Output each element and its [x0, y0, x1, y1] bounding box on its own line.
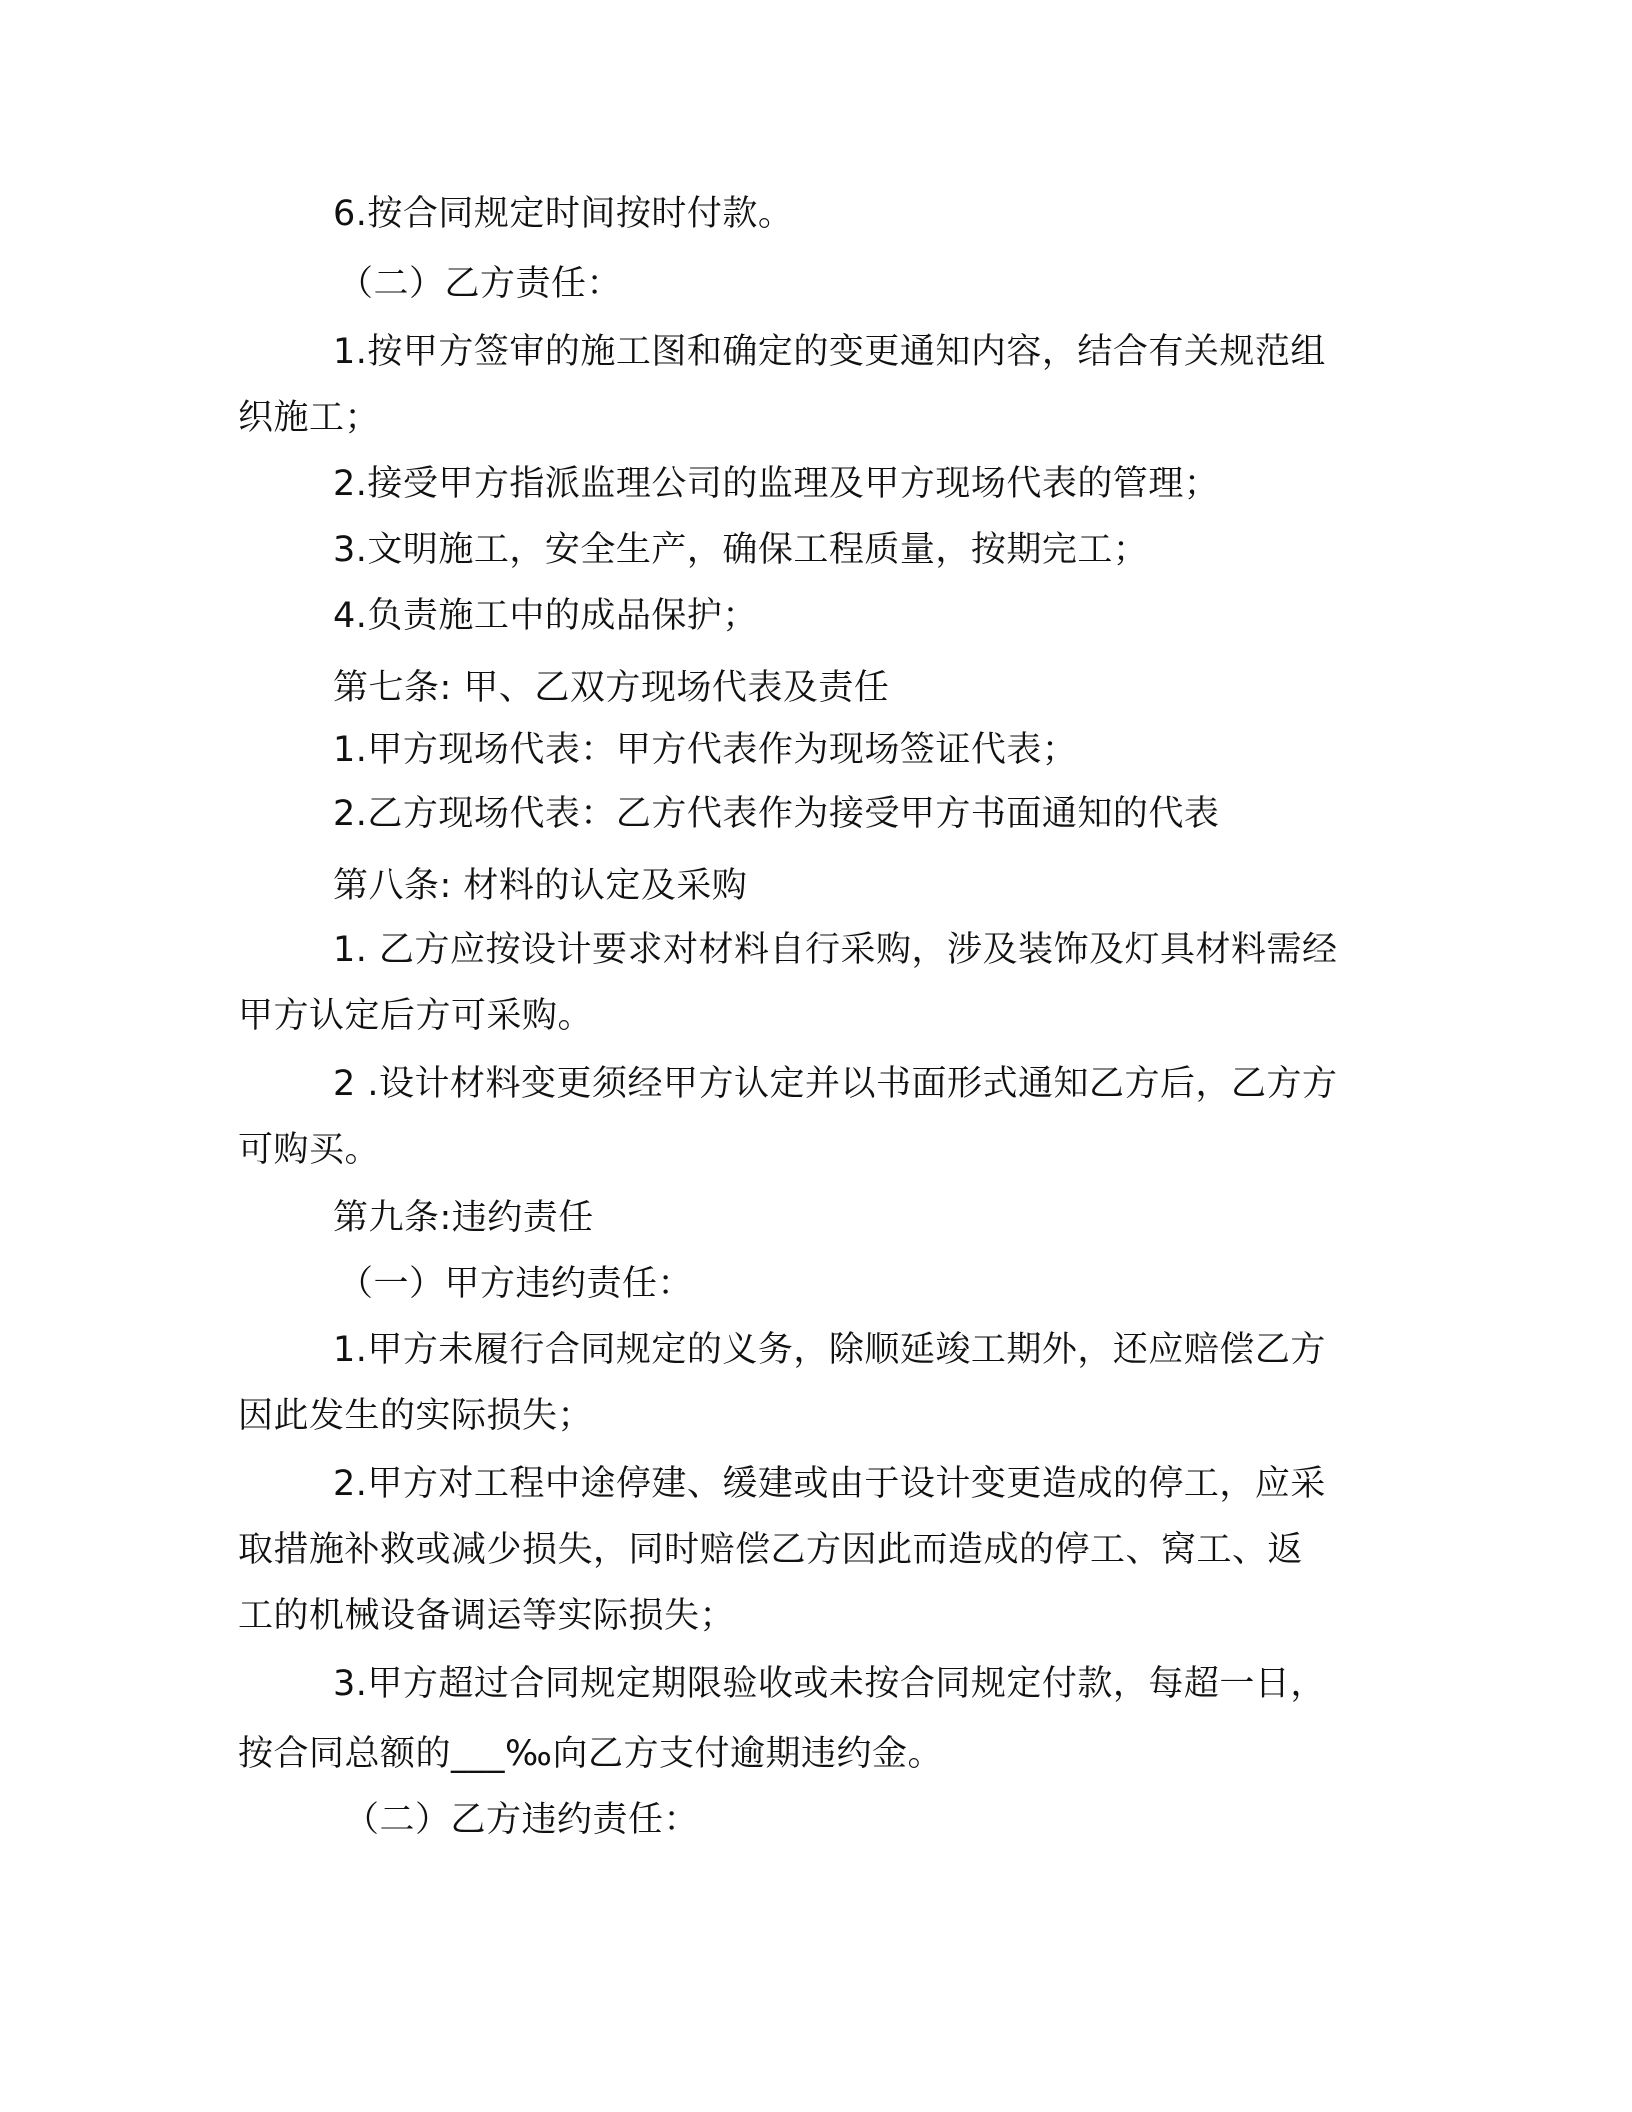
text-line: 2.甲方对工程中途停建、缓建或由于设计变更造成的停工，应采	[333, 1464, 1326, 1504]
article-heading: 第八条: 材料的认定及采购	[333, 866, 748, 906]
text-line: 甲方认定后方可采购。	[238, 996, 594, 1036]
text-line: 2 .设计材料变更须经甲方认定并以书面形式通知乙方后，乙方方	[333, 1064, 1338, 1104]
text-line: 工的机械设备调运等实际损失；	[238, 1596, 736, 1636]
text-line: 可购买。	[238, 1130, 381, 1170]
text-line: 3.文明施工，安全生产，确保工程质量，按期完工；	[333, 530, 1149, 570]
article-heading: 第九条:违约责任	[333, 1198, 594, 1238]
text-line: 织施工；	[238, 398, 381, 438]
text-line: （二）乙方违约责任：	[344, 1800, 700, 1840]
text-line: 取措施补救或减少损失，同时赔偿乙方因此而造成的停工、窝工、返	[238, 1530, 1304, 1570]
text-line: 1.按甲方签审的施工图和确定的变更通知内容，结合有关规范组	[333, 332, 1326, 372]
text-line: 因此发生的实际损失；	[238, 1396, 594, 1436]
text-line: 3.甲方超过合同规定期限验收或未按合同规定付款，每超一日，	[333, 1664, 1326, 1704]
text-line: 2.乙方现场代表：乙方代表作为接受甲方书面通知的代表	[333, 794, 1220, 834]
text-line: 按合同总额的___‰向乙方支付逾期违约金。	[238, 1734, 943, 1774]
text-line: 6.按合同规定时间按时付款。	[333, 194, 794, 234]
text-line: 1.甲方未履行合同规定的义务，除顺延竣工期外，还应赔偿乙方	[333, 1330, 1326, 1370]
text-line: 1. 乙方应按设计要求对材料自行采购，涉及装饰及灯具材料需经	[333, 930, 1338, 970]
text-line: （一）甲方违约责任：	[338, 1264, 694, 1304]
text-line: （二）乙方责任：	[338, 264, 623, 304]
text-line: 2.接受甲方指派监理公司的监理及甲方现场代表的管理；	[333, 464, 1220, 504]
article-heading: 第七条: 甲、乙双方现场代表及责任	[333, 668, 890, 708]
text-line: 4.负责施工中的成品保护；	[333, 596, 758, 636]
text-line: 1.甲方现场代表：甲方代表作为现场签证代表；	[333, 730, 1078, 770]
